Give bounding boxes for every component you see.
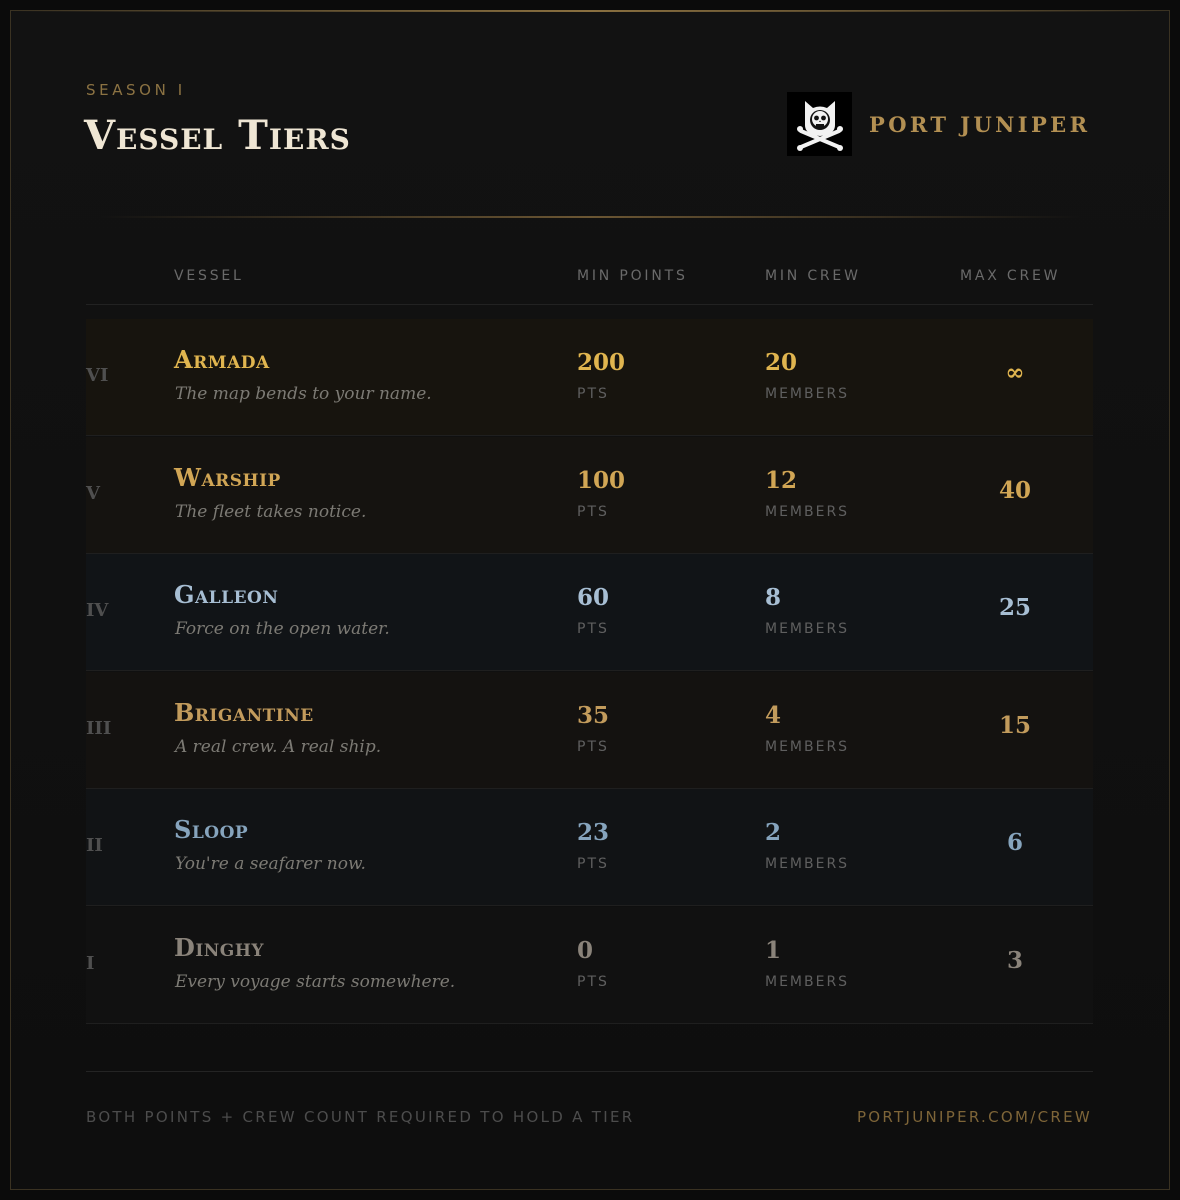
header-rule [86,304,1093,305]
vessel-tagline: A real crew. A real ship. [175,736,382,757]
tier-roman-numeral: IV [86,600,109,621]
tier-roman-numeral: VI [86,365,109,386]
min-points-value: 35 [577,701,610,729]
vessel-tagline: The fleet takes notice. [175,501,367,522]
brand-name: PORT JUNIPER [869,111,1091,137]
column-header-min-crew: MIN CREW [765,268,861,284]
tier-roman-numeral: III [86,717,112,739]
tier-roman-numeral: II [86,835,103,856]
footer-link[interactable]: PORTJUNIPER.COM/CREW [856,1108,1092,1126]
min-crew-unit: MEMBERS [765,973,850,990]
min-points-value: 0 [577,936,594,964]
min-crew-unit: MEMBERS [765,856,850,872]
footer-note: BOTH POINTS + CREW COUNT REQUIRED TO HOLD A TIER [86,1108,635,1126]
min-crew-unit: MEMBERS [765,386,850,402]
max-crew-value: 15 [998,711,1031,739]
min-crew-unit: MEMBERS [765,738,850,755]
min-crew-value: 4 [765,701,782,729]
vessel-name: Warship [174,462,281,492]
tier-row [86,789,1093,906]
tier-row [86,437,1093,554]
min-crew-value: 1 [765,936,782,964]
min-crew-unit: MEMBERS [765,621,850,637]
max-crew-value: ∞ [1005,359,1025,386]
min-crew-unit: MEMBERS [765,503,850,520]
min-points-value: 60 [577,584,610,611]
max-crew-value: 6 [1006,829,1023,856]
min-points-value: 100 [577,466,626,494]
min-crew-value: 8 [765,584,782,611]
vessel-tagline: Force on the open water. [175,619,390,639]
vessel-name: Galleon [174,580,279,609]
vessel-tagline: The map bends to your name. [175,384,432,404]
column-header-vessel: VESSEL [174,268,244,284]
tier-row [86,319,1093,436]
max-crew-value: 40 [998,476,1031,504]
min-points-unit: PTS [577,386,609,402]
min-crew-value: 2 [765,819,782,846]
min-points-unit: PTS [577,503,609,520]
tier-roman-numeral: V [86,482,100,504]
tier-row [86,554,1093,671]
vessel-name: Dinghy [174,932,265,962]
min-crew-value: 12 [765,466,798,494]
top-accent-line [10,10,1170,12]
header-divider [100,216,1080,218]
tier-row [86,907,1093,1024]
vessel-name: Armada [174,345,270,374]
min-crew-value: 20 [765,349,798,376]
min-points-unit: PTS [577,621,609,637]
vessel-name: Brigantine [174,697,314,727]
footer-rule [86,1071,1093,1072]
min-points-value: 200 [577,349,626,376]
min-points-unit: PTS [577,738,609,755]
min-points-unit: PTS [577,973,609,990]
min-points-value: 23 [577,819,610,846]
vessel-tagline: You're a seafarer now. [175,854,366,874]
brand [787,92,1090,156]
column-header-max-crew: MAX CREW [960,268,1061,284]
vessel-name: Sloop [174,815,249,844]
page-title: Vessel Tiers [84,112,351,159]
tier-roman-numeral: I [86,952,95,974]
column-header-min-points: MIN POINTS [577,268,688,284]
max-crew-value: 25 [998,594,1031,621]
min-points-unit: PTS [577,856,609,872]
season-label: SEASON I [86,81,186,99]
vessel-tagline: Every voyage starts somewhere. [175,971,456,992]
max-crew-value: 3 [1006,946,1023,974]
tier-row [86,672,1093,789]
skull-crossbones-icon [787,92,852,156]
